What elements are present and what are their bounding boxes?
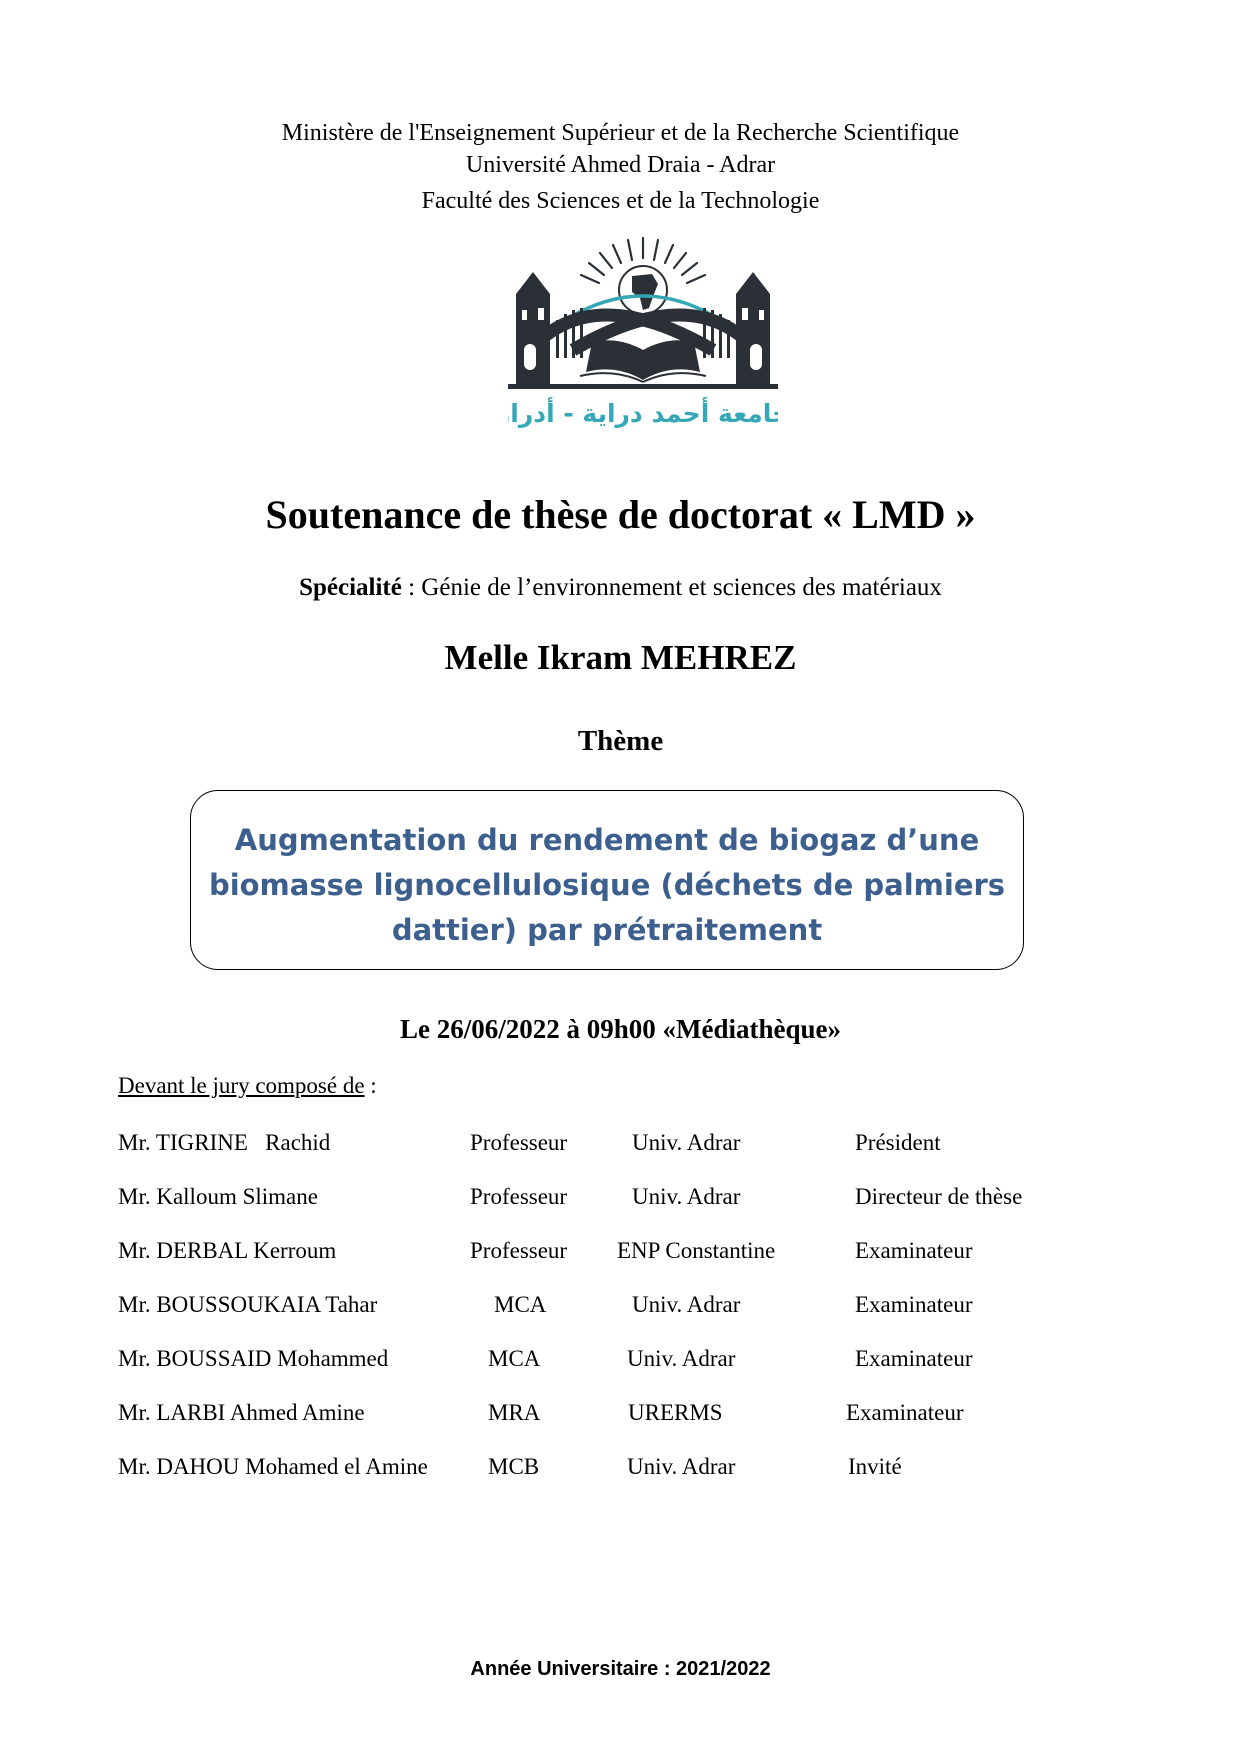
jury-row: [0, 1398, 1241, 1434]
jury-university: Univ. Adrar: [627, 1346, 736, 1371]
jury-name: Mr. BOUSSOUKAIA Tahar: [118, 1292, 378, 1317]
academic-year: Année Universitaire : 2021/2022: [470, 1658, 771, 1680]
jury-grade: MCA: [488, 1346, 541, 1371]
jury-university: ENP Constantine: [617, 1238, 776, 1263]
jury-grade: MRA: [488, 1400, 541, 1425]
jury-university: Univ. Adrar: [632, 1292, 741, 1317]
university-line: Université Ahmed Draia - Adrar: [465, 152, 776, 178]
jury-row: [0, 1452, 1241, 1488]
jury-name: Mr. LARBI Ahmed Amine: [118, 1400, 365, 1425]
jury-intro-suffix: :: [364, 1073, 377, 1098]
logo-arabic-text: جامعة أحمد دراية - أدرار: [508, 399, 778, 428]
theme-line-3: dattier) par prétraitement: [391, 913, 823, 947]
university-arch-book-sun-logo-icon: [508, 232, 778, 442]
defense-date: Le 26/06/2022 à 09h00 «Médiathèque»: [399, 1014, 841, 1044]
jury-row: [0, 1128, 1241, 1164]
university-logo: [508, 232, 778, 442]
jury-university: URERMS: [628, 1400, 723, 1425]
theme-line-2: biomasse lignocellulosique (déchets de palmiers: [208, 868, 1006, 902]
jury-grade: Professeur: [470, 1238, 568, 1263]
jury-role: Examinateur: [855, 1346, 973, 1371]
jury-name: Mr. DERBAL Kerroum: [118, 1238, 337, 1263]
jury-university: Univ. Adrar: [627, 1454, 736, 1479]
faculty-line: Faculté des Sciences et de la Technologie: [421, 188, 820, 214]
specialty-separator: :: [401, 574, 422, 601]
theme-line-1: Augmentation du rendement de biogaz d’une: [234, 823, 980, 857]
page-title: Soutenance de thèse de doctorat « LMD »: [265, 492, 976, 537]
jury-university: Univ. Adrar: [632, 1184, 741, 1209]
jury-row: [0, 1290, 1241, 1326]
jury-name: Mr. Kalloum Slimane: [118, 1184, 318, 1209]
jury-grade: MCB: [488, 1454, 540, 1479]
specialty-label: Spécialité: [299, 574, 402, 601]
jury-role: Directeur de thèse: [855, 1184, 1023, 1209]
jury-role: Examinateur: [855, 1292, 973, 1317]
theme-label: Thème: [577, 725, 664, 757]
specialty-line: [0, 572, 1241, 604]
jury-role: Président: [855, 1130, 941, 1155]
jury-intro: [118, 1071, 377, 1101]
jury-role: Examinateur: [855, 1238, 973, 1263]
jury-university: Univ. Adrar: [632, 1130, 741, 1155]
jury-name: Mr. TIGRINE Rachid: [118, 1130, 331, 1155]
jury-row: [0, 1344, 1241, 1380]
specialty-value: Génie de l’environnement et sciences des matériaux: [421, 574, 942, 601]
jury-grade: Professeur: [470, 1184, 568, 1209]
candidate-name: Melle Ikram MEHREZ: [444, 638, 797, 677]
jury-intro-label: Devant le jury composé de: [118, 1073, 365, 1098]
jury-role: Invité: [848, 1454, 902, 1479]
jury-grade: MCA: [494, 1292, 547, 1317]
jury-name: Mr. BOUSSAID Mohammed: [118, 1346, 389, 1371]
theme-title: [190, 818, 1024, 953]
jury-role: Examinateur: [846, 1400, 964, 1425]
jury-row: [0, 1236, 1241, 1272]
ministry-line: Ministère de l'Enseignement Supérieur et de la Recherche Scientifique: [281, 120, 960, 146]
jury-name: Mr. DAHOU Mohamed el Amine: [118, 1454, 428, 1479]
jury-grade: Professeur: [470, 1130, 568, 1155]
jury-row: [0, 1182, 1241, 1218]
